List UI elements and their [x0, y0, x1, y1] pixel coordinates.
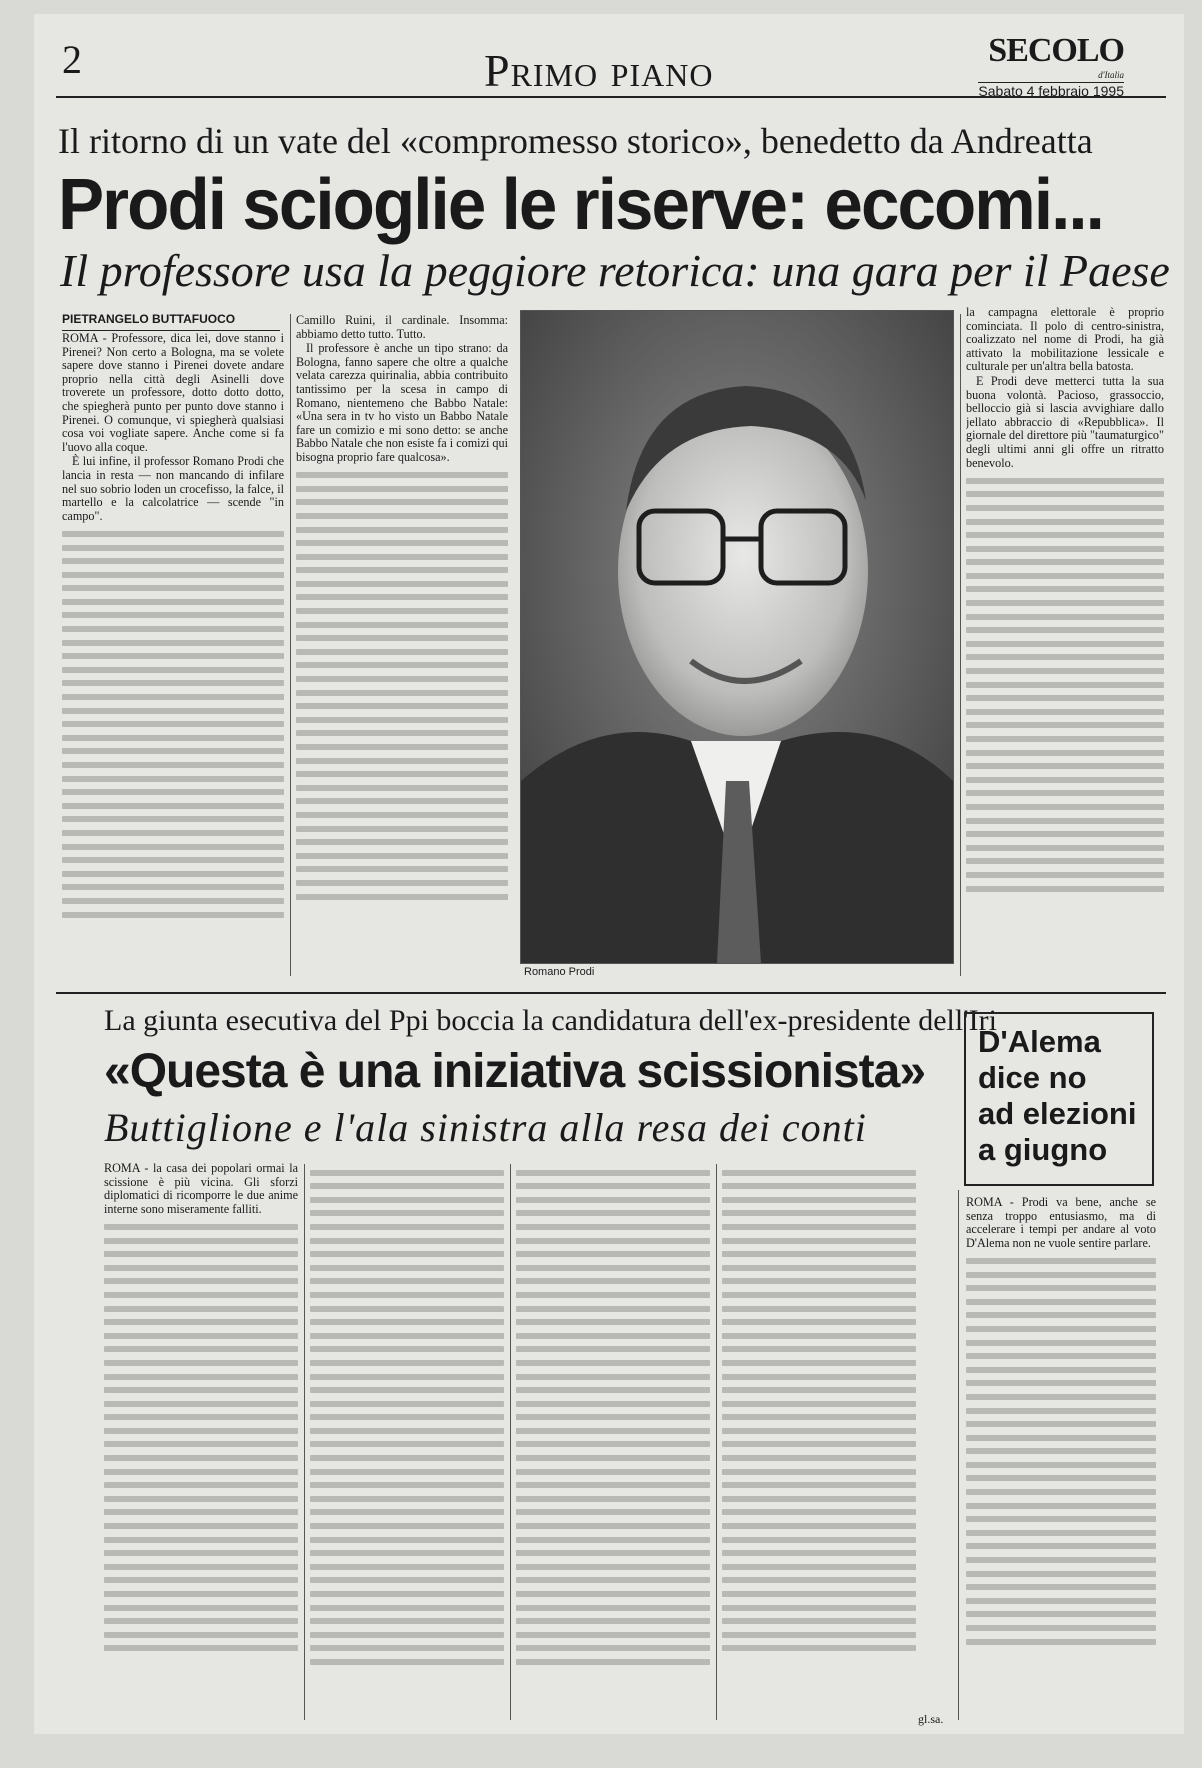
column-rule [510, 1164, 511, 1720]
newspaper-page [34, 14, 1184, 1734]
article-column-4 [966, 306, 1164, 976]
logo-text: SECOLO [988, 32, 1124, 69]
main-subhead: Il professore usa la peggiore retorica: una gara per il Paese [60, 245, 1170, 296]
article-paragraph: È lui infine, il professor Romano Prodi che lancia in resta — non mancando di infilare nel suo sobrio loden un crocefisso, la falce, il martello e la calcolatrice — scende "in campo". [62, 454, 284, 523]
second-column-2 [310, 1162, 504, 1722]
sidebar-title-line: ad elezioni [978, 1096, 1137, 1131]
sidebar-title-line: dice no [978, 1060, 1087, 1095]
article-paragraph: Camillo Ruini, il cardinale. Insomma: abbiamo detto tutto. Tutto. [296, 314, 508, 341]
column-rule [958, 1190, 959, 1720]
sidebar-box [964, 1012, 1154, 1186]
main-kicker: Il ritorno di un vate del «compromesso storico», benedetto da Andreatta [58, 121, 1093, 161]
column-rule [290, 314, 291, 976]
sidebar-title-line: D'Alema [978, 1024, 1101, 1059]
issue-date: Sabato 4 febbraio 1995 [978, 83, 1124, 99]
article-paragraph: la campagna elettorale è proprio cominciata. Il polo di centro-sinistra, coalizzato nel nome di Prodi, ha già attivato la mobilitazione lessicale e culturale per un'altra bella batosta. [966, 306, 1164, 374]
sidebar-column [966, 1196, 1156, 1720]
article-column-2 [296, 314, 508, 976]
column-rule [716, 1164, 717, 1720]
newspaper-logo [978, 32, 1124, 99]
portrait-illustration [521, 311, 953, 963]
article-paragraph: ROMA - Prodi va bene, anche se senza troppo entusiasmo, ma di accelerare i tempi per andare al voto D'Alema non ne vuole sentire parlare. [966, 1196, 1156, 1250]
column-rule [960, 314, 961, 976]
section-divider [56, 992, 1166, 994]
logo-subtext: d'Italia [1098, 70, 1124, 80]
second-kicker: La giunta esecutiva del Ppi boccia la candidatura dell'ex-presidente dell'Iri [104, 1004, 997, 1037]
photo-caption: Romano Prodi [524, 966, 595, 978]
article-column-1 [62, 332, 284, 976]
second-subhead: Buttiglione e l'ala sinistra alla resa dei conti [104, 1105, 867, 1150]
second-column-3 [516, 1162, 710, 1722]
article-paragraph: Il professore è anche un tipo strano: da Bologna, fanno sapere che oltre a qualche velata carezza quirinalia, abbia contribuito tantissimo per la scesa in campo di Romano, nientemeno che Babbo Natale: «Una sera in tv ho visto un Babbo Natale fare un comizio e mi sono detto: se anche Babbo Natale che non esiste fa i comizi qui bisogna proprio fare qualcosa». [296, 341, 508, 464]
article-paragraph: ROMA - Professore, dica lei, dove stanno i Pirenei? Non certo a Bologna, ma se volete sapere dove stanno i Pirenei dovete andare proprio nella città degli Asinelli dove troverete un professore, dotto dotto dotto, che spiegherà punto per punto dove stanno i Pirenei. O comunque, vi spiegherà qualsiasi cosa voi vogliate sapere. Anche come si fa l'uovo alla coque. [62, 332, 284, 454]
second-column-1 [104, 1162, 298, 1722]
section-title: Primo piano [484, 45, 714, 96]
byline: PIETRANGELO BUTTAFUOCO [62, 312, 280, 331]
second-headline: «Questa è una iniziativa scissionista» [104, 1045, 926, 1098]
sidebar-title-line: a giugno [978, 1132, 1108, 1167]
column-rule [304, 1164, 305, 1720]
second-column-4 [722, 1162, 916, 1710]
page-number: 2 [62, 37, 82, 82]
article-paragraph: ROMA - la casa dei popolari ormai la scissione è più vicina. Gli sforzi diplomatici di ricomporre le due anime interne sono miseramente falliti. [104, 1162, 298, 1216]
article-paragraph: E Prodi deve metterci tutta la sua buona volontà. Pacioso, grassoccio, belloccio già si lascia avvighiare dallo jellato abbraccio di «Repubblica». Il giornale del direttore più "taumaturgico" degli ultimi anni gli offre un ritratto benevolo. [966, 373, 1164, 470]
main-headline: Prodi scioglie le riserve: eccomi... [58, 165, 1103, 245]
portrait-photo [520, 310, 954, 964]
article-signature: gl.sa. [918, 1712, 944, 1726]
